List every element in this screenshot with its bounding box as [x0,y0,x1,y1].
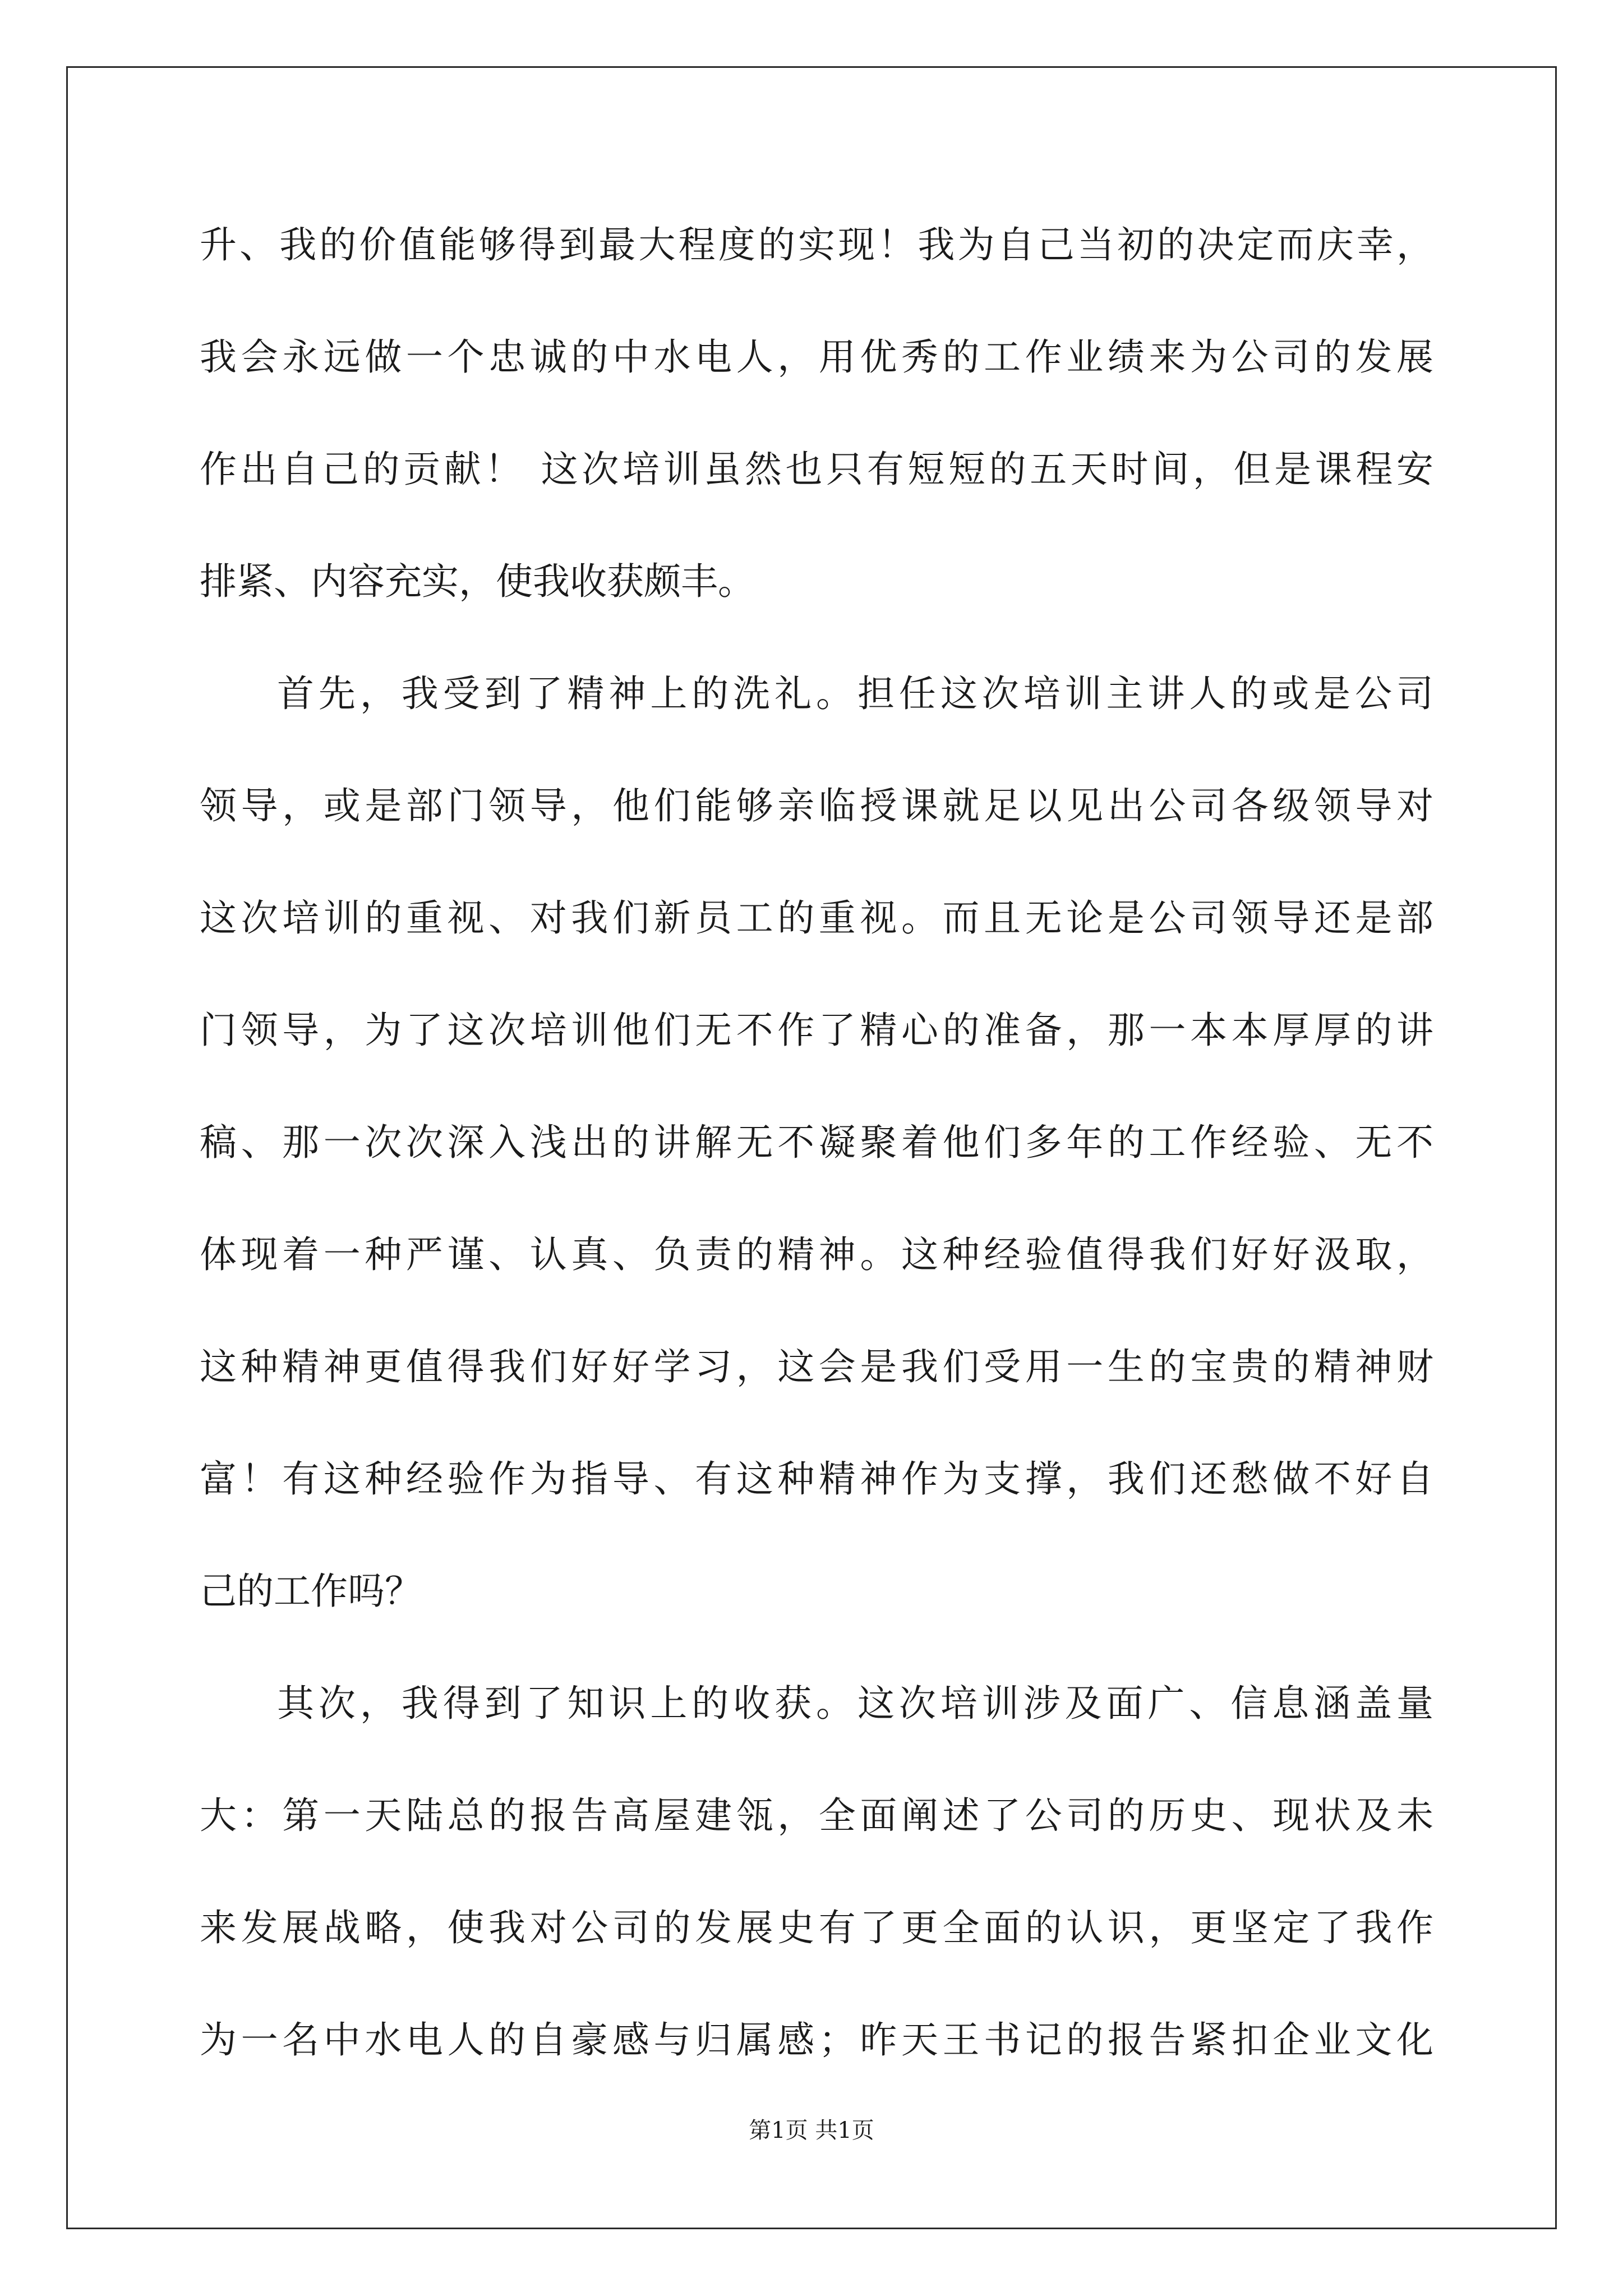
text-line: 大：第一天陆总的报告高屋建瓴，全面阐述了公司的历史、现状及未 [200,1794,1433,1837]
text-line: 我会永远做一个忠诚的中水电人，用优秀的工作业绩来为公司的发展 [200,335,1433,379]
paragraph-first-line: 其次，我得到了知识上的收获。这次培训涉及面广、信息涵盖量 [277,1682,1433,1725]
text-line: 体现着一种严谨、认真、负责的精神。这种经验值得我们好好汲取， [200,1233,1433,1276]
text-line: 富！有这种经验作为指导、有这种精神作为支撑，我们还愁做不好自 [200,1457,1433,1501]
text-line: 升、我的价值能够得到最大程度的实现！我为自己当初的决定而庆幸， [200,223,1433,266]
text-line: 领导，或是部门领导，他们能够亲临授课就足以见出公司各级领导对 [200,784,1433,827]
text-line: 这次培训的重视、对我们新员工的重视。而且无论是公司领导还是部 [200,896,1433,940]
text-line: 来发展战略，使我对公司的发展史有了更全面的认识，更坚定了我作 [200,1906,1433,1949]
paragraph-first-line: 首先，我受到了精神上的洗礼。担任这次培训主讲人的或是公司 [277,672,1433,715]
page-number-footer: 第1页 共1页 [749,2118,874,2143]
text-line: 门领导，为了这次培训他们无不作了精心的准备，那一本本厚厚的讲 [200,1009,1433,1052]
text-line: 稿、那一次次深入浅出的讲解无不凝聚着他们多年的工作经验、无不 [200,1121,1433,1164]
text-line: 排紧、内容充实，使我收获颇丰。 [200,560,755,603]
text-line: 为一名中水电人的自豪感与归属感；昨天王书记的报告紧扣企业文化 [200,2018,1433,2062]
text-line: 己的工作吗？ [200,1570,422,1613]
text-line: 这种精神更值得我们好好学习，这会是我们受用一生的宝贵的精神财 [200,1345,1433,1388]
text-line: 作出自己的贡献！ 这次培训虽然也只有短短的五天时间，但是课程安 [200,448,1433,491]
